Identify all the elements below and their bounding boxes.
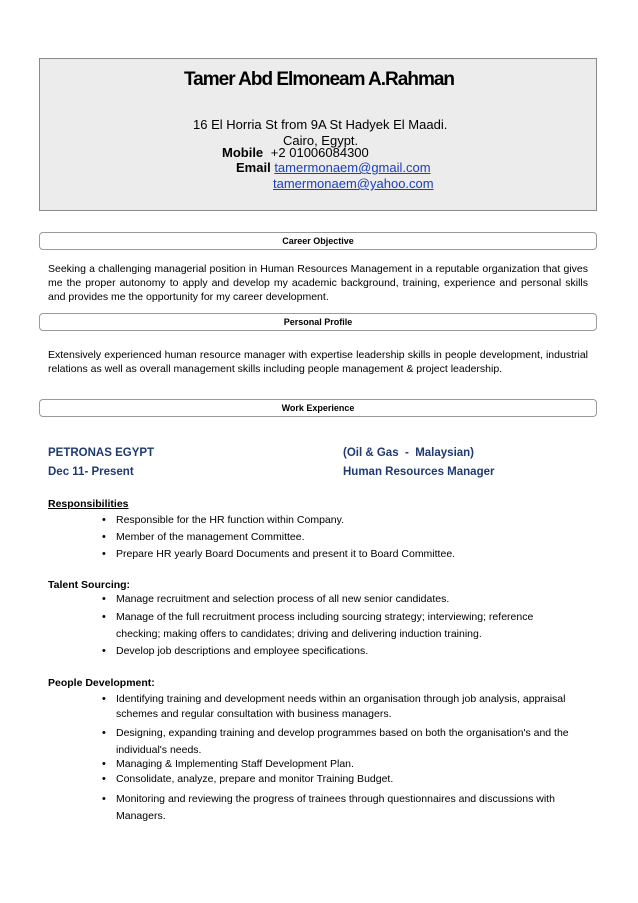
list-item: • Monitoring and reviewing the progress of trainees through questionnaires and discussions with Managers. <box>116 791 586 825</box>
mobile-row <box>222 145 369 160</box>
email-row <box>236 160 431 175</box>
talent-sourcing-heading: Talent Sourcing: <box>48 579 131 591</box>
company-name: PETRONAS EGYPT <box>48 447 155 459</box>
mobile-label: Mobile <box>222 145 264 160</box>
list-item: • Designing, expanding training and develop programmes based on both the organisation's and the individual's needs. <box>116 725 590 759</box>
job-period: Dec 11- Present <box>48 466 134 478</box>
candidate-name: Tamer Abd Elmoneam A.Rahman <box>183 69 455 90</box>
list-item: • Prepare HR yearly Board Documents and present it to Board Committee. <box>116 546 590 563</box>
section-work-experience: Work Experience <box>39 399 597 417</box>
email-link-yahoo[interactable]: tamermonaem@yahoo.com <box>273 176 434 191</box>
personal-profile-text: Extensively experienced human resource manager with expertise leadership skills in people development, industrial relations as well as overall management skills including people management & project leadership. <box>48 349 588 375</box>
list-item: • Manage of the full recruitment process including sourcing strategy; interviewing; reference checking; making offers to candidates; driving and delivering induction training. <box>116 609 556 643</box>
address-line-2: Cairo, Egypt. <box>283 133 359 148</box>
career-objective-text: Seeking a challenging managerial position in Human Resources Management in a reputable organization that gives me the proper autonomy to apply and develop my academic background, training, experience and personal skills and provides me the opportunity for my career development. <box>48 263 588 303</box>
people-development-heading: People Development: <box>48 677 155 689</box>
email-label: Email <box>236 160 271 175</box>
list-item: • Consolidate, analyze, prepare and monitor Training Budget. <box>116 772 590 787</box>
list-item: • Member of the management Committee. <box>116 529 590 546</box>
responsibilities-heading: Responsibilities <box>48 498 129 510</box>
job-position: Human Resources Manager <box>343 466 495 478</box>
list-item: • Develop job descriptions and employee specifications. <box>116 643 590 660</box>
list-item: • Identifying training and development needs within an organisation through job analysis, appraisal schemes and regular consultation with business managers. <box>116 692 590 722</box>
mobile-value: +2 01006084300 <box>270 145 369 160</box>
company-industry: (Oil & Gas - Malaysian) <box>343 447 475 459</box>
list-item: • Manage recruitment and selection process of all new senior candidates. <box>116 591 590 608</box>
section-personal-profile: Personal Profile <box>39 313 597 331</box>
address-line-1: 16 El Horria St from 9A St Hadyek El Maadi. <box>193 117 448 132</box>
list-item: • Managing & Implementing Staff Development Plan. <box>116 757 590 772</box>
header-box <box>39 58 597 211</box>
section-career-objective: Career Objective <box>39 232 597 250</box>
list-item: • Responsible for the HR function within Company. <box>116 512 590 529</box>
email-link-gmail[interactable]: tamermonaem@gmail.com <box>274 160 431 175</box>
